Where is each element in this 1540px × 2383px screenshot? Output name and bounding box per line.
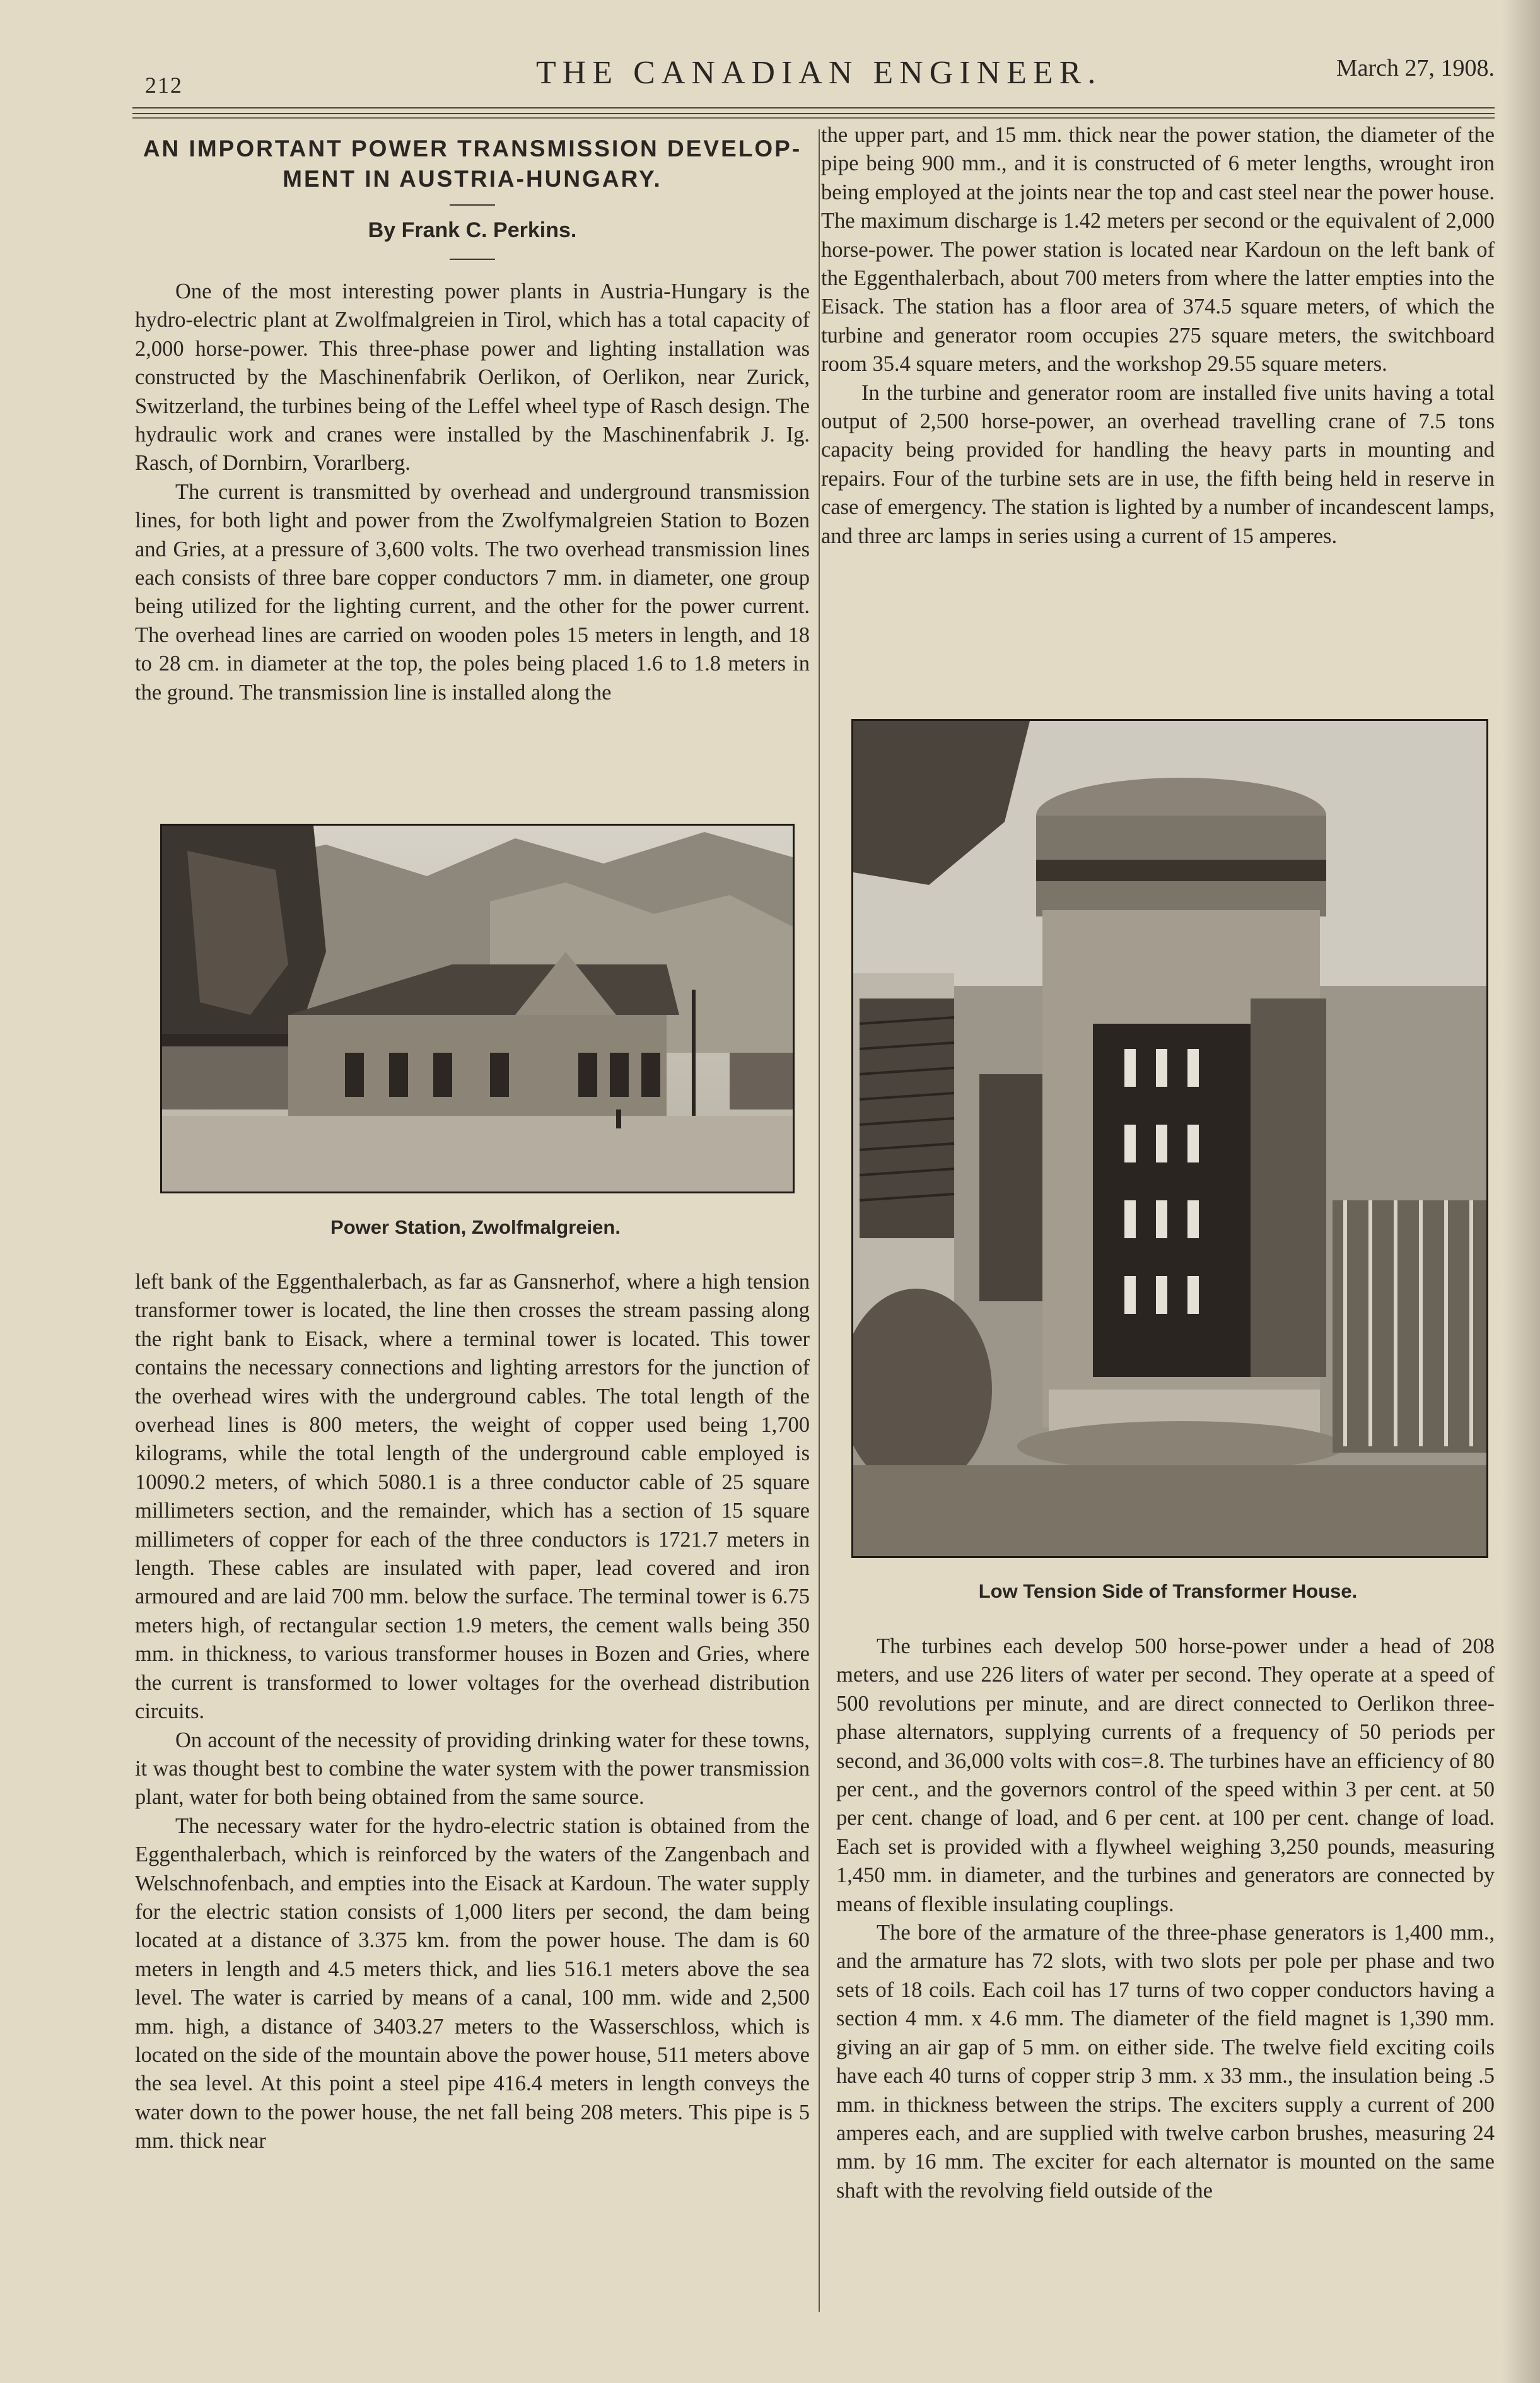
byline-divider (450, 259, 495, 260)
paragraph: In the turbine and generator room are installed five units having a total output of 2,500 horse-power, an overhead travelling crane of 7.5 tons capacity being provided for handling the heavy parts in mounting and repairs. Four of the turbine sets are in use, the fifth being held in reserve in case of emergency. The station is lighted by a number of incandescent lamps, and three arc lamps in series using a current of 15 amperes. (821, 380, 1495, 548)
page-number: 212 (145, 73, 183, 98)
column-2-top (821, 121, 1495, 551)
paragraph: On account of the necessity of providing drinking water for these towns, it was thought best to combine the water system with the power transmission plant, water for both being obtained from the same source. (135, 1728, 810, 1810)
journal-title: THE CANADIAN ENGINEER. (536, 55, 1102, 91)
column-2-bottom (836, 1632, 1495, 2205)
title-divider (450, 204, 495, 206)
transformer-caption: Low Tension Side of Transformer House. (978, 1580, 1358, 1602)
paragraph: The current is transmitted by overhead and underground transmission lines, for both light and power from the Zwolfymalgreien Station to Bozen and Gries, at a pressure of 3,600 volts. The two overhead transmission lines each consists of three bare copper conductors 7 mm. in diameter, one group being utilized for the lighting current, and the other for the power current. The overhead lines are carried on wooden poles 15 meters in length, and 18 to 28 cm. in diameter at the top, the poles being placed 1.6 to 1.8 meters in the ground. The transmission line is installed along the (135, 479, 810, 705)
paragraph: The necessary water for the hydro-electric station is obtained from the Eggenthalerbach, which is reinforced by the waters of the Zangenbach and Welschnofenbach, and empties into the Eisack at Kardoun. The water supply for the electric station consists of 1,000 liters per second, the dam being located at a distance of 3.375 km. from the power house. The dam is 60 meters in length and 4.5 meters thick, and lies 516.1 meters above the sea level. The water is carried by means of a canal, 100 mm. wide and 2,500 mm. high, a distance of 3403.27 meters to the Wasserschloss, which is located on the side of the mountain above the power house, 511 meters above the sea level. At this point a steel pipe 416.4 meters in length conveys the water down to the power house, the net fall being 208 meters. This pipe is 5 mm. thick near (135, 1813, 810, 2153)
power-station-caption: Power Station, Zwolfmalgreien. (330, 1216, 621, 1238)
issue-date: March 27, 1908. (1336, 55, 1495, 81)
article-title-line1: AN IMPORTANT POWER TRANSMISSION DEVELOP- (143, 136, 802, 161)
article-title-line2: MENT IN AUSTRIA-HUNGARY. (283, 166, 662, 192)
transformer-house-photo (851, 719, 1488, 1558)
paragraph: The bore of the armature of the three-phase generators is 1,400 mm., and the armature has 72 slots, with two slots per pole per phase and two sets of 18 coils. Each coil has 17 turns of two copper conductors having a section 4 mm. x 4.6 mm. The diameter of the field magnet is 1,390 mm. giving an air gap of 5 mm. on either side. The twelve field exciting coils have each 40 turns of copper strip 3 mm. x 33 mm., the insulation being .5 mm. in thickness between the strips. The exciters supply a current of 200 amperes each, and are supplied with twelve carbon brushes, measuring 24 mm. by 16 mm. The exciter for each alternator is mounted on the same shaft with the revolving field outside of the (836, 1921, 1495, 2203)
article-title (135, 134, 810, 194)
power-station-photo (160, 824, 795, 1193)
column-divider (819, 129, 820, 2312)
column-1-top (135, 278, 810, 707)
column-1-bottom (135, 1268, 810, 2156)
byline: By Frank C. Perkins. (368, 218, 577, 242)
running-header (145, 54, 1495, 98)
paragraph: left bank of the Eggenthalerbach, as far as Gansnerhof, where a high tension transformer tower is located, the line then crosses the stream passing along the right bank to Eisack, where a terminal tower is located. This tower contains the necessary connections and lighting arrestors for the junction of the overhead wires with the underground cables. The total length of the overhead lines is 800 meters, the weight of copper used being 1,700 kilograms, while the total length of the underground cable employed is 10090.2 meters, of which 5080.1 is a three conductor cable of 25 square millimeters section, and the remainder, which has a section of 15 square millimeters of copper for each of the three conductors is 1721.7 meters in length. These cables are insulated with paper, lead covered and iron armoured and are laid 700 mm. below the surface. The terminal tower is 6.75 meters high, of rectangular section 1.9 meters, the cement walls being 350 mm. in thickness, to various transformer houses in Bozen and Gries, where the current is transformed to lower voltages for the overhead distribution circuits. (135, 1270, 810, 1724)
header-double-rule (132, 107, 1495, 114)
paragraph: The turbines each develop 500 horse-power under a head of 208 meters, and use 226 liters of water per second. They operate at a speed of 500 revolutions per minute, and are direct connected to Oerlikon three-phase alternators, supplying currents of a frequency of 50 periods per second, and 36,000 volts with cos=.8. The turbines have an efficiency of 80 per cent., and the governors control of the speed within 3 per cent. at 50 per cent. change of load, and 6 per cent. at 100 per cent. change of load. Each set is provided with a flywheel weighing 3,250 pounds, measuring 1,450 mm. in diameter, and the turbines and generators are connected by means of flexible insulating couplings. (836, 1634, 1495, 1916)
paragraph: One of the most interesting power plants in Austria-Hungary is the hydro-electric plant at Zwolfmalgreien in Tirol, which has a total capacity of 2,000 horse-power. This three-phase power and lighting installation was constructed by the Maschinenfabrik Oerlikon, of Oerlikon, near Zurick, Switzerland, the turbines being of the Leffel wheel type of Rasch design. The hydraulic work and cranes were installed by the Maschinenfabrik J. Ig. Rasch, of Dornbirn, Vorarlberg. (135, 279, 810, 476)
page-edge-shadow (1502, 0, 1540, 2383)
header-rule (132, 117, 1495, 119)
paragraph: the upper part, and 15 mm. thick near the power station, the diameter of the pipe being 900 mm., and it is constructed of 6 meter lengths, wrought iron being employed at the joints near the top and cast steel near the power house. The maximum discharge is 1.42 meters per second or the equivalent of 2,000 horse-power. The power station is located near Kardoun on the left bank of the Eggenthalerbach, about 700 meters from where the latter empties into the Eisack. The station has a floor area of 374.5 square meters, of which the turbine and generator room occupies 275 square meters, the switchboard room 35.4 square meters, and the workshop 29.55 square meters. (821, 123, 1495, 377)
